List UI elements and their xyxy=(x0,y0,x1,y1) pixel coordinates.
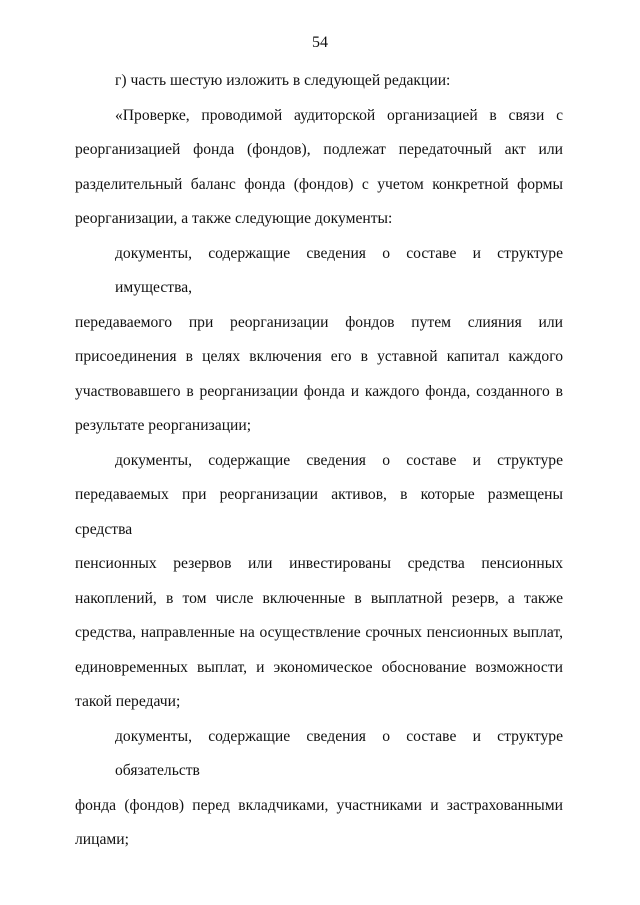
text-line: пенсионных резервов или инвестированы средства пенсионных xyxy=(75,555,563,572)
text-line: документы, содержащие сведения о составе и структуре xyxy=(115,451,563,469)
text-line: участвовавшего в реорганизации фонда и каждого фонда, созданного в xyxy=(75,382,563,400)
paragraph-item-obligations xyxy=(75,720,563,858)
text-line: такой передачи; xyxy=(75,693,181,710)
text-line: реорганизацией фонда (фондов), подлежат передаточный акт или xyxy=(75,141,563,158)
text-line: реорганизации, а также следующие документы: xyxy=(75,210,393,227)
text-line: «Проверке, проводимой аудиторской организацией в связи с xyxy=(115,106,563,124)
paragraph-intro xyxy=(75,99,563,237)
paragraph-heading xyxy=(75,64,563,99)
document-body xyxy=(75,64,563,858)
text-line: передаваемого при реорганизации фондов путем слияния или xyxy=(75,313,563,331)
text-line: документы, содержащие сведения о составе и структуре обязательств xyxy=(115,727,563,779)
text-line: фонда (фондов) перед вкладчиками, участниками и застрахованными xyxy=(75,796,563,814)
text-line: средства, направленные на осуществление срочных пенсионных выплат, xyxy=(75,624,563,641)
text-line: накоплений, в том числе включенные в выплатной резерв, а также xyxy=(75,589,563,607)
text-line: единовременных выплат, и экономическое обоснование возможности xyxy=(75,658,563,676)
paragraph-item-assets xyxy=(75,444,563,720)
text-line: передаваемых при реорганизации активов, в которые размещены средства xyxy=(75,486,563,538)
text-line: лицами; xyxy=(75,831,129,848)
text-line: присоединения в целях включения его в уставной капитал каждого xyxy=(75,348,563,365)
paragraph-item-property xyxy=(75,237,563,444)
text-line: результате реорганизации; xyxy=(75,417,252,434)
text-line: документы, содержащие сведения о составе и структуре имущества, xyxy=(115,244,563,296)
page-number: 54 xyxy=(312,34,328,51)
text-line: разделительный баланс фонда (фондов) с учетом конкретной формы xyxy=(75,175,563,193)
text-line: г) часть шестую изложить в следующей редакции: xyxy=(115,72,451,89)
